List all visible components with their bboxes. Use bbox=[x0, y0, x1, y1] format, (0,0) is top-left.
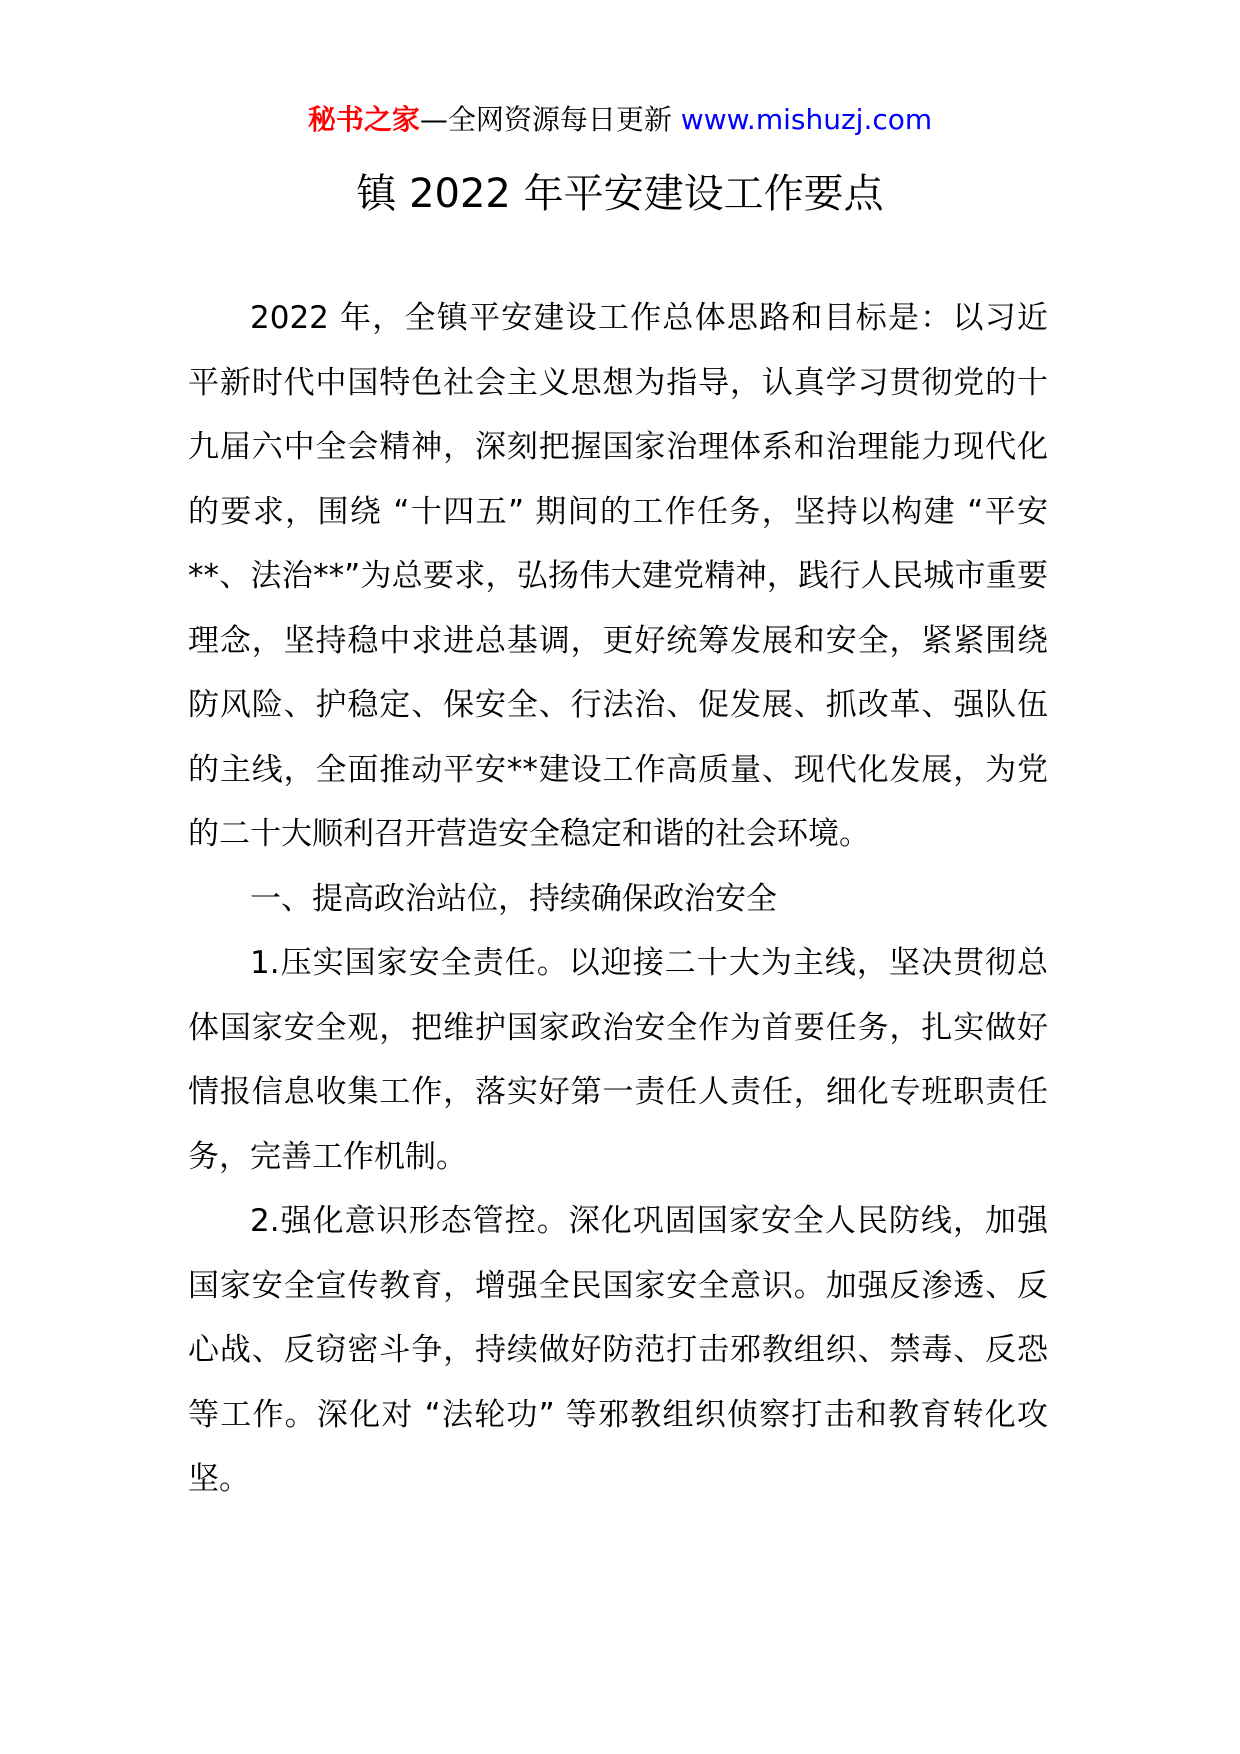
watermark-header bbox=[0, 100, 1240, 140]
item-paragraph: 1.压实国家安全责任。以迎接二十大为主线，坚决贯彻总体国家安全观，把维护国家政治安全作为首要任务，扎实做好情报信息收集工作，落实好第一责任人责任，细化专班职责任务，完善工作机制。 bbox=[188, 945, 1048, 1175]
header-tagline: —全网资源每日更新 bbox=[419, 103, 672, 136]
site-url: www.mishuzj.com bbox=[680, 103, 933, 136]
brand-name: 秘书之家 bbox=[307, 103, 420, 136]
intro-paragraph: 2022 年，全镇平安建设工作总体思路和目标是：以习近平新时代中国特色社会主义思想为指导，认真学习贯彻党的十九届六中全会精神，深刻把握国家治理体系和治理能力现代化的要求，围绕 “十四五” 期间的工作任务，坚持以构建 “平安**、法治**”为总要求，弘扬伟大建党精神，践行人民城市重要理念，坚持稳中求进总基调，更好统筹发展和安全，紧紧围绕防风险、护稳定、保安全、行法治、促发展、抓改革、强队伍的主线，全面推动平安**建设工作高质量、现代化发展，为党的二十大顺利召开营造安全稳定和谐的社会环境。 bbox=[188, 300, 1048, 852]
section-heading: 一、提高政治站位，持续确保政治安全 bbox=[250, 880, 777, 917]
item-paragraph: 2.强化意识形态管控。深化巩固国家安全人民防线，加强国家安全宣传教育，增强全民国家安全意识。加强反渗透、反心战、反窃密斗争，持续做好防范打击邪教组织、禁毒、反恐等工作。深化对 “法轮功” 等邪教组织侦察打击和教育转化攻坚。 bbox=[188, 1203, 1048, 1497]
document-title: 镇 2022 年平安建设工作要点 bbox=[356, 171, 884, 217]
document-body bbox=[188, 286, 1048, 1512]
